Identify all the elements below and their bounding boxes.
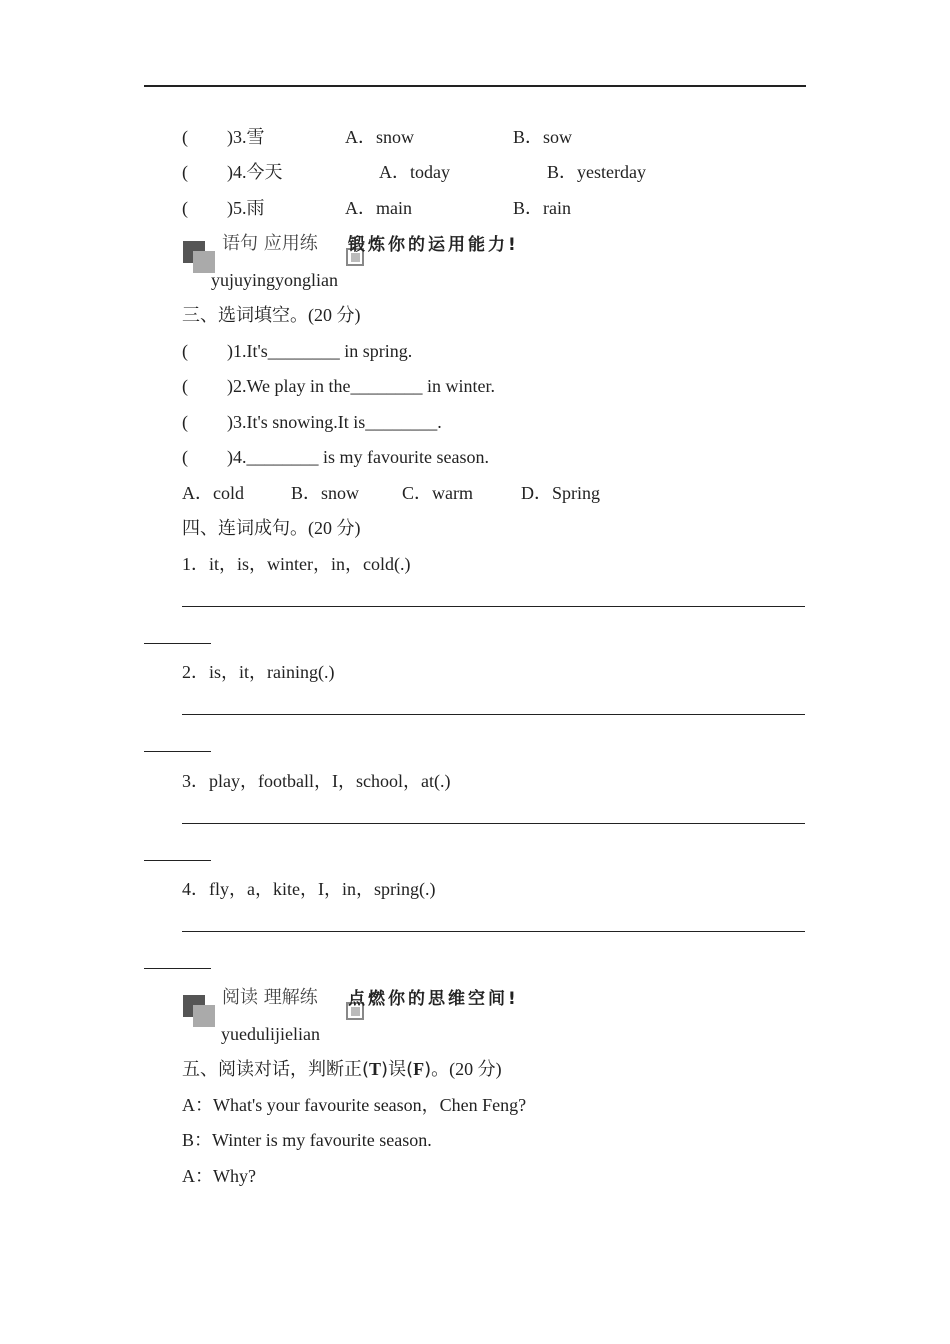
section-score: (20 分): [449, 1059, 502, 1079]
answer-paren: (: [182, 198, 188, 218]
dialogue-line: B：Winter is my favourite season.: [182, 1130, 432, 1150]
item-text: )4.________ is my favourite season.: [227, 447, 489, 467]
answer-line[interactable]: [182, 931, 805, 932]
answer-line-continuation[interactable]: [144, 860, 211, 861]
answer-paren: (: [182, 376, 188, 396]
banner-title: 阅读 理解练: [222, 987, 318, 1008]
item-text: 1．it，is，winter，in，cold(.): [182, 554, 411, 574]
section-5-title: [182, 1058, 502, 1081]
answer-line[interactable]: [182, 606, 805, 607]
section-3-title: [182, 304, 361, 327]
word-option: A．cold: [182, 483, 244, 503]
dialogue-line: A：Why?: [182, 1166, 256, 1186]
dialogue-line: A：What's your favourite season，Chen Feng?: [182, 1095, 527, 1115]
option-a: A．today: [379, 162, 450, 182]
answer-line-continuation[interactable]: [144, 643, 211, 644]
section-title-mid: )误(: [381, 1059, 414, 1080]
item-text: 2．is，it，raining(.): [182, 662, 335, 682]
section-title-text: 五、阅读对话，判断正(: [182, 1059, 370, 1080]
answer-line[interactable]: [182, 823, 805, 824]
section-title-text: 四、连词成句。: [182, 518, 308, 539]
section-4-title: [182, 517, 361, 540]
answer-paren: (: [182, 412, 188, 432]
option-b: B．yesterday: [547, 162, 646, 182]
word-option: D．Spring: [521, 483, 601, 503]
section-title-text: 三、选词填空。: [182, 305, 308, 326]
top-rule: [144, 85, 806, 87]
question-text: )5.雨: [227, 198, 265, 218]
option-b: B．sow: [513, 127, 573, 147]
answer-line[interactable]: [182, 714, 805, 715]
banner-pinyin: yuedulijielian: [221, 1024, 320, 1044]
item-text: 4．fly，a，kite，I，in，spring(.): [182, 879, 436, 899]
question-text: )4.今天: [227, 162, 283, 182]
item-text: 3．play，football，I，school，at(.): [182, 771, 451, 791]
section-title-post: )。: [424, 1059, 450, 1080]
banner-pinyin: yujuyingyonglian: [211, 270, 338, 290]
false-marker: F: [413, 1059, 425, 1079]
option-a: A．main: [345, 198, 412, 218]
section-score: (20 分): [308, 518, 361, 538]
answer-paren: (: [182, 447, 188, 467]
banner-slogan: 点燃你的思维空间!: [348, 989, 519, 1009]
section-banner-icon: [183, 995, 215, 1027]
answer-line-continuation[interactable]: [144, 968, 211, 969]
banner-slogan: 锻炼你的运用能力!: [348, 235, 519, 255]
option-a: A．snow: [345, 127, 415, 147]
answer-paren: (: [182, 127, 188, 147]
answer-line-continuation[interactable]: [144, 751, 211, 752]
item-text: )2.We play in the________ in winter.: [227, 376, 496, 396]
word-option: B．snow: [291, 483, 360, 503]
question-text: )3.雪: [227, 127, 265, 147]
section-score: (20 分): [308, 305, 361, 325]
banner-title: 语句 应用练: [222, 233, 318, 254]
answer-paren: (: [182, 341, 188, 361]
true-marker: T: [369, 1059, 382, 1079]
item-text: )1.It's________ in spring.: [227, 341, 413, 361]
answer-paren: (: [182, 162, 188, 182]
item-text: )3.It's snowing.It is________.: [227, 412, 442, 432]
word-option: C．warm: [402, 483, 473, 503]
option-b: B．rain: [513, 198, 571, 218]
